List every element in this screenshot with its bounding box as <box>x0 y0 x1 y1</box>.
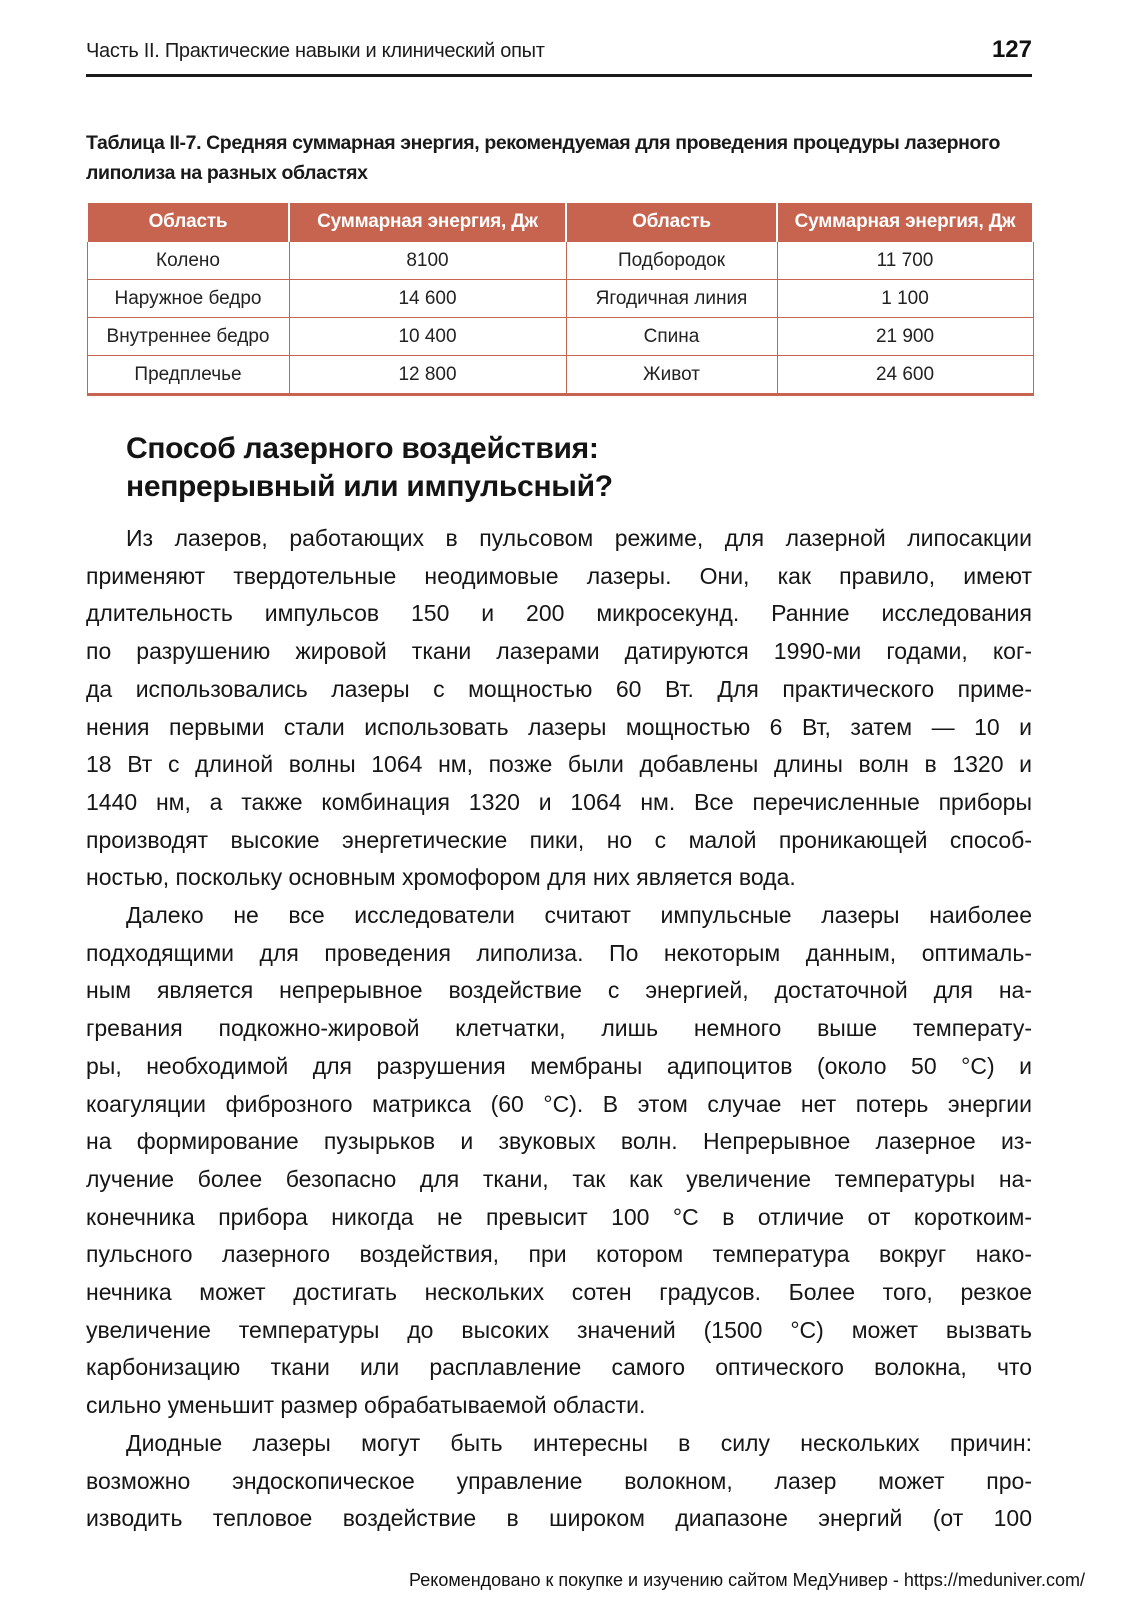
text-line: гревания подкожно-жировой клетчатки, лишь немного выше температу- <box>86 1015 1032 1042</box>
table-cell: Наружное бедро <box>87 280 289 318</box>
table-cell: Спина <box>566 318 777 356</box>
table-cell: 24 600 <box>777 356 1033 395</box>
table-row <box>87 356 1033 395</box>
table-row <box>87 280 1033 318</box>
paragraph-3 <box>86 1425 1032 1538</box>
text-line: лучение более безопасно для ткани, так как увеличение температуры на- <box>86 1165 1032 1192</box>
header-area-1: Область <box>87 203 289 242</box>
footer-note: Рекомендовано к покупке и изучению сайтом МедУнивер - https://meduniver.com/ <box>409 1570 1085 1590</box>
text-line: подходящими для проведения липолиза. По некоторым данным, оптималь- <box>86 939 1032 966</box>
text-line: сильно уменьшит размер обрабатываемой области. <box>86 1392 646 1419</box>
table-caption-label: Таблица II-7. <box>86 132 202 154</box>
running-title: Часть II. Практические навыки и клинический опыт <box>86 40 545 62</box>
table-cell: Подбородок <box>566 242 777 280</box>
table-cell: Предплечье <box>87 356 289 395</box>
page-number: 127 <box>991 36 1032 63</box>
table-cell: 12 800 <box>289 356 566 395</box>
running-header <box>86 34 1032 77</box>
section-heading <box>126 430 1006 506</box>
body-text <box>86 520 1032 1538</box>
header-energy-2: Суммарная энергия, Дж <box>777 203 1033 242</box>
text-line: ностью, поскольку основным хромофором для них является вода. <box>86 864 796 891</box>
table-cell: 11 700 <box>777 242 1033 280</box>
text-line: карбонизацию ткани или расплавление самого оптического волокна, что <box>86 1354 1032 1381</box>
table-cell: 8100 <box>289 242 566 280</box>
table-cell: Колено <box>87 242 289 280</box>
text-line: ным является непрерывное воздействие с энергией, достаточной для на- <box>86 977 1032 1004</box>
text-line: применяют твердотельные неодимовые лазеры. Они, как правило, имеют <box>86 562 1032 589</box>
table-cell: 14 600 <box>289 280 566 318</box>
text-line: Из лазеров, работающих в пульсовом режиме, для лазерной липосакции <box>126 525 1032 551</box>
text-line: коагуляции фиброзного матрикса (60 °С). В этом случае нет потерь энергии <box>86 1090 1032 1117</box>
table-caption <box>86 128 1032 188</box>
text-line: нечника может достигать нескольких сотен градусов. Более того, резкое <box>86 1279 1032 1306</box>
table-row <box>87 242 1033 280</box>
paragraph-2 <box>86 897 1032 1425</box>
section-heading-line: непрерывный или импульсный? <box>126 470 613 503</box>
text-line: на формирование пузырьков и звуковых волн. Непрерывное лазерное из- <box>86 1128 1032 1155</box>
text-line: по разрушению жировой ткани лазерами датируются 1990-ми годами, ког- <box>86 638 1032 665</box>
text-line: Диодные лазеры могут быть интересны в силу нескольких причин: <box>126 1429 1032 1456</box>
text-line: увеличение температуры до высоких значений (1500 °С) может вызвать <box>86 1316 1032 1343</box>
paragraph-1 <box>86 520 1032 897</box>
table-cell: 10 400 <box>289 318 566 356</box>
table-cell: 21 900 <box>777 318 1033 356</box>
text-line: 1440 нм, а также комбинация 1320 и 1064 нм. Все перечисленные приборы <box>86 788 1032 815</box>
energy-table <box>86 203 1034 396</box>
text-line: ры, необходимой для разрушения мембраны адипоцитов (около 50 °С) и <box>86 1052 1032 1079</box>
text-line: производят высокие энергетические пики, но с малой проникающей способ- <box>86 826 1032 853</box>
table-cell: 1 100 <box>777 280 1033 318</box>
header-area-2: Область <box>566 203 777 242</box>
table-row <box>87 318 1033 356</box>
text-line: возможно эндоскопическое управление волокном, лазер может про- <box>86 1467 1032 1494</box>
table-cell: Живот <box>566 356 777 395</box>
text-line: пульсного лазерного воздействия, при котором температура вокруг нако- <box>86 1241 1032 1268</box>
table-header-row <box>87 203 1033 242</box>
text-line: 18 Вт с длиной волны 1064 нм, позже были добавлены длины волн в 1320 и <box>86 751 1032 778</box>
table-cell: Ягодичная линия <box>566 280 777 318</box>
section-heading-line: Способ лазерного воздействия: <box>126 432 599 465</box>
header-energy-1: Суммарная энергия, Дж <box>289 203 566 242</box>
table-cell: Внутреннее бедро <box>87 318 289 356</box>
text-line: изводить тепловое воздействие в широком диапазоне энергий (от 100 <box>86 1505 1032 1532</box>
text-line: Далеко не все исследователи считают импульсные лазеры наиболее <box>126 902 1032 929</box>
table-caption-text: Средняя суммарная энергия, рекомендуемая для проведения процедуры лазерного липолиза на разных областях <box>86 132 1000 184</box>
text-line: конечника прибора никогда не превысит 100 °С в отличие от короткоим- <box>86 1203 1032 1230</box>
text-line: да использовались лазеры с мощностью 60 Вт. Для практического приме- <box>86 675 1032 702</box>
text-line: длительность импульсов 150 и 200 микросекунд. Ранние исследования <box>86 600 1032 627</box>
text-line: нения первыми стали использовать лазеры мощностью 6 Вт, затем — 10 и <box>86 713 1032 740</box>
